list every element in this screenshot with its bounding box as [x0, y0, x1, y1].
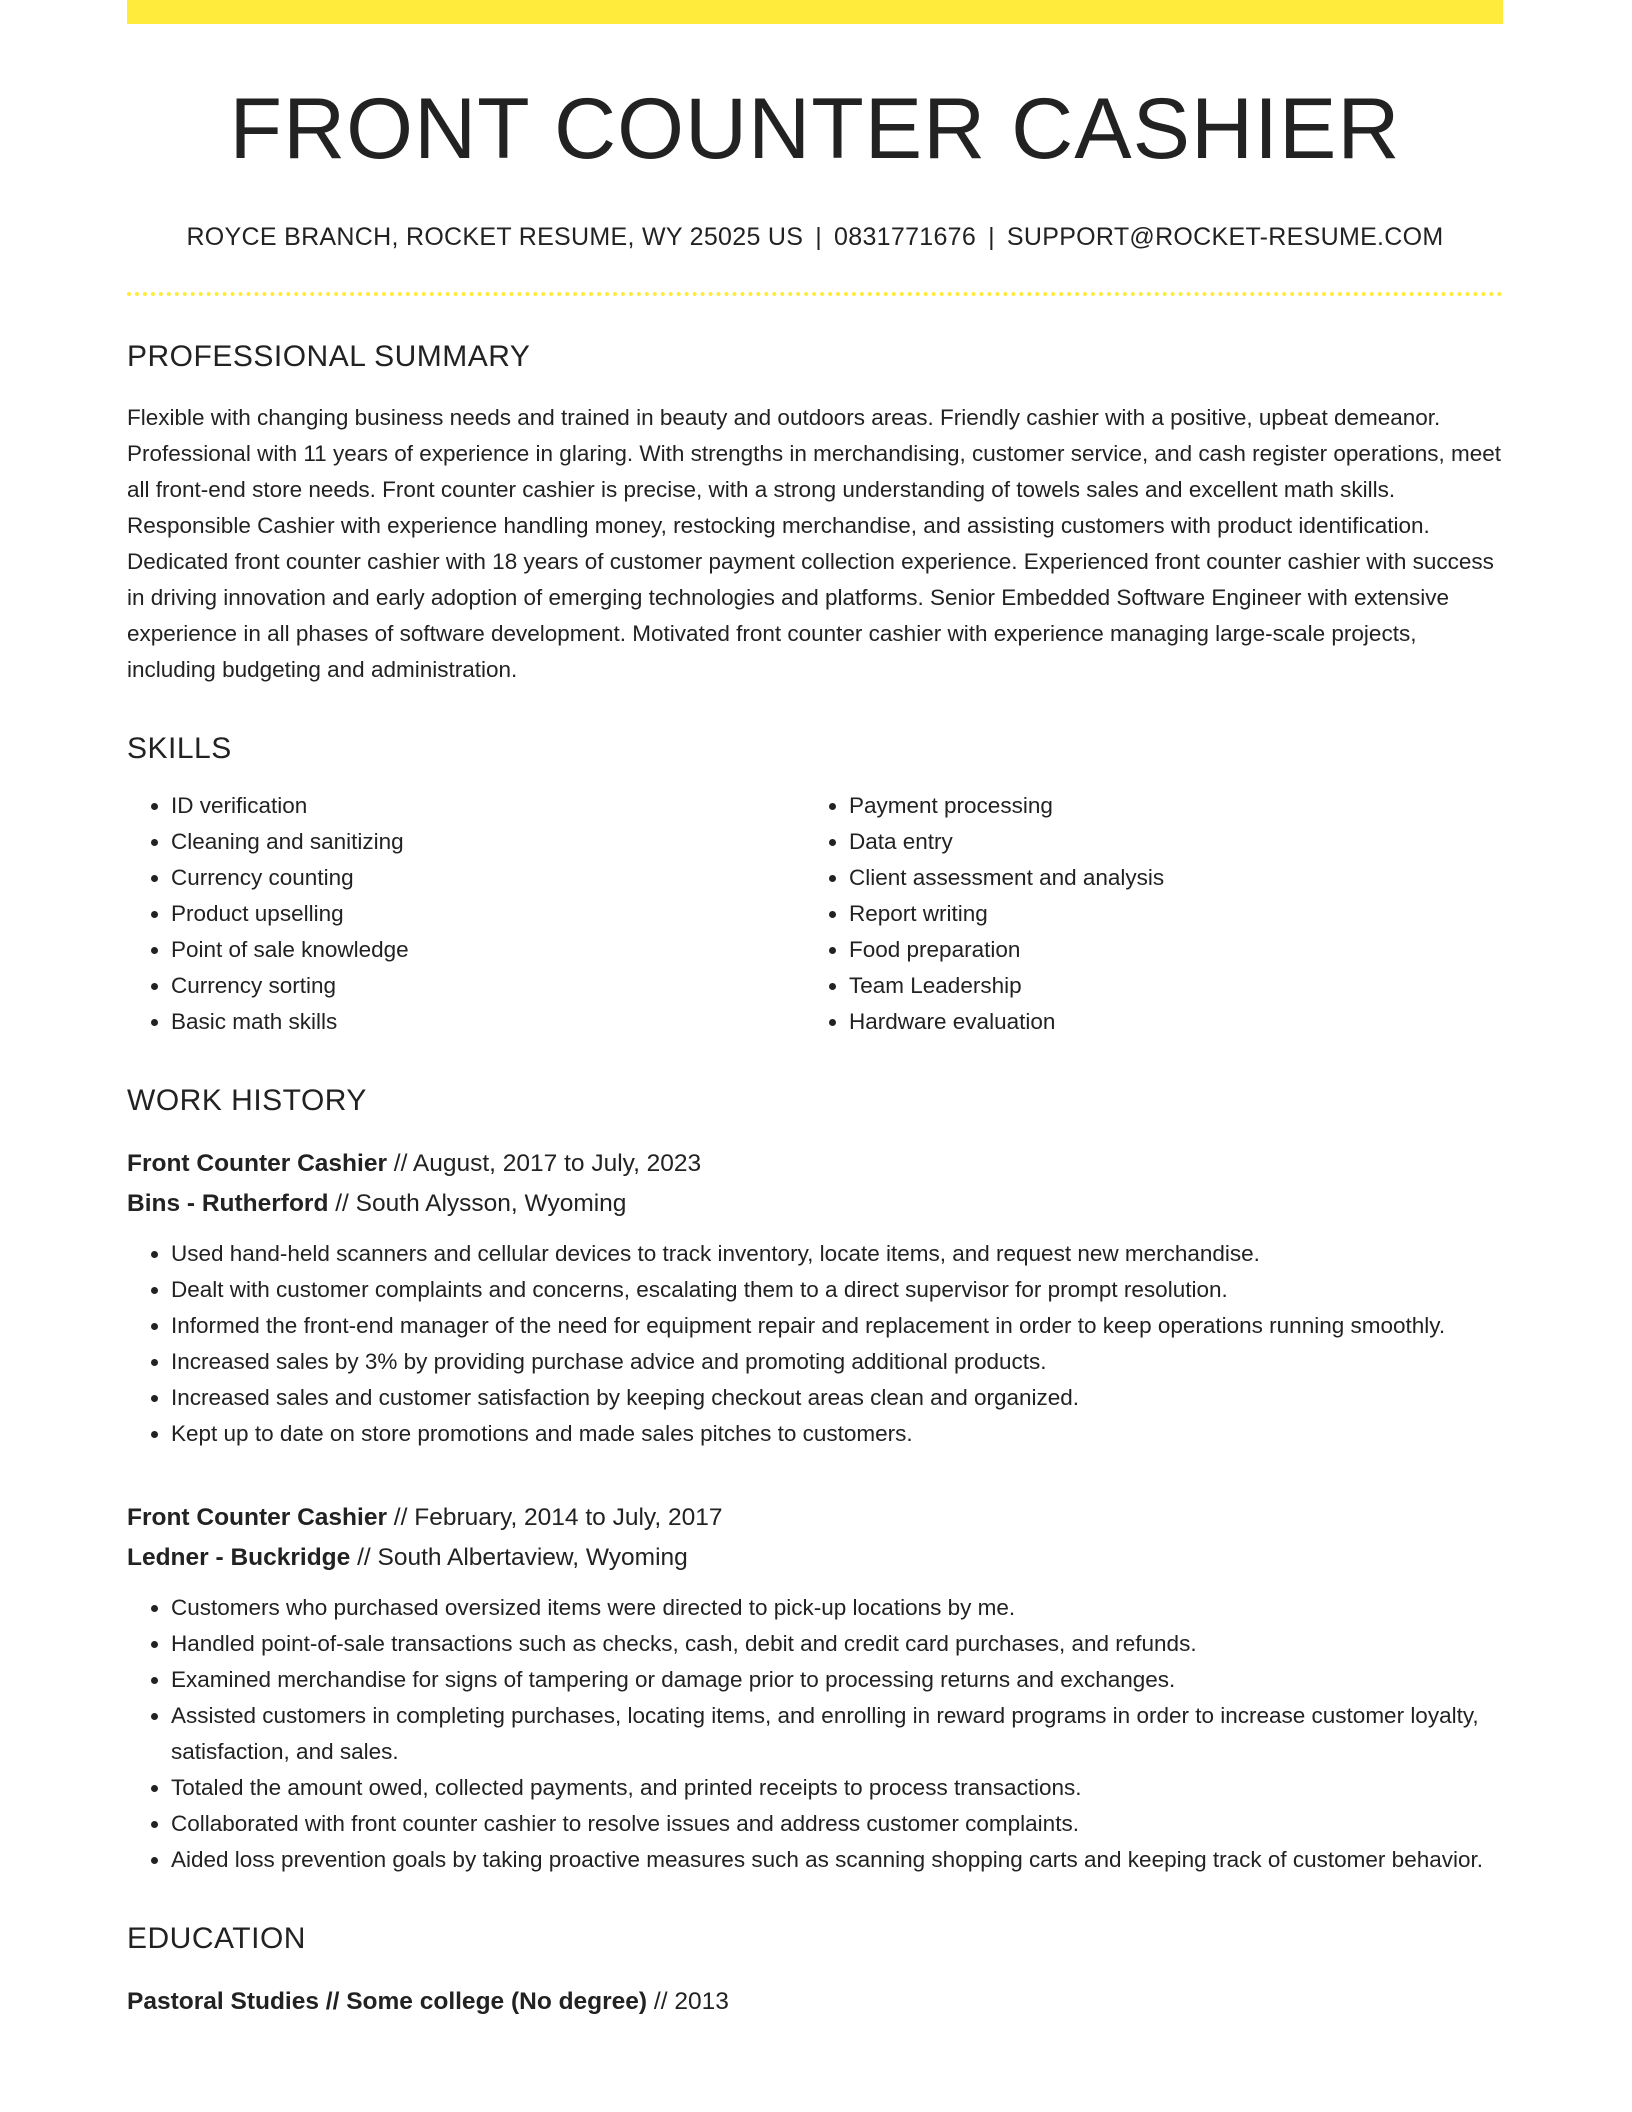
education-entry	[127, 1982, 1503, 2022]
skill-item: • Cleaning and sanitizing	[171, 824, 805, 860]
education-heading: EDUCATION	[127, 1921, 306, 1955]
skill-item: • Point of sale knowledge	[171, 932, 805, 968]
contact-line	[127, 223, 1503, 252]
job-bullets	[127, 1236, 1503, 1452]
skills-left-column	[127, 788, 805, 1040]
skills-list	[127, 788, 1503, 1040]
job-bullet: • Aided loss prevention goals by taking proactive measures such as scanning shopping carts and keeping track of customer behavior.	[171, 1842, 1503, 1878]
job-bullet: • Collaborated with front counter cashier to resolve issues and address customer complaints.	[171, 1806, 1503, 1842]
skill-item: • Client assessment and analysis	[849, 860, 1483, 896]
job-bullet: • Totaled the amount owed, collected payments, and printed receipts to process transactions.	[171, 1770, 1503, 1806]
job-bullet: • Used hand-held scanners and cellular devices to track inventory, locate items, and request new merchandise.	[171, 1236, 1503, 1272]
job-company: Bins - Rutherford	[127, 1189, 329, 1217]
accent-bar	[127, 0, 1503, 24]
job-bullet: • Handled point-of-sale transactions such as checks, cash, debit and credit card purchases, and refunds.	[171, 1626, 1503, 1662]
skill-item: • Hardware evaluation	[849, 1004, 1483, 1040]
skill-item: • ID verification	[171, 788, 805, 824]
skill-item: • Team Leadership	[849, 968, 1483, 1004]
contact-email: SUPPORT@ROCKET-RESUME.COM	[1006, 222, 1444, 251]
skills-heading: SKILLS	[127, 731, 232, 765]
job-bullets	[127, 1590, 1503, 1878]
contact-phone: 0831771676	[834, 222, 977, 251]
skill-item: • Payment processing	[849, 788, 1483, 824]
job-bullet: • Kept up to date on store promotions and made sales pitches to customers.	[171, 1416, 1503, 1452]
job-company: Ledner - Buckridge	[127, 1543, 351, 1571]
job-bullet: • Examined merchandise for signs of tampering or damage prior to processing returns and exchanges.	[171, 1662, 1503, 1698]
job-company-line	[127, 1184, 1503, 1224]
job-bullet: • Increased sales by 3% by providing purchase advice and promoting additional products.	[171, 1344, 1503, 1380]
skill-item: • Food preparation	[849, 932, 1483, 968]
work-history-heading: WORK HISTORY	[127, 1083, 367, 1117]
job-dates: // August, 2017 to July, 2023	[387, 1149, 702, 1177]
job-bullet: • Assisted customers in completing purchases, locating items, and enrolling in reward programs in order to increase customer loyalty, satisfaction, and sales.	[171, 1698, 1503, 1770]
job-entry	[127, 1498, 1503, 1878]
contact-separator: |	[815, 222, 823, 251]
education-year: // 2013	[647, 1987, 729, 2015]
resume-name: FRONT COUNTER CASHIER	[229, 81, 1401, 177]
job-entry	[127, 1144, 1503, 1452]
job-company-line	[127, 1538, 1503, 1578]
skill-item: • Currency counting	[171, 860, 805, 896]
skill-item: • Currency sorting	[171, 968, 805, 1004]
summary-text: Flexible with changing business needs and trained in beauty and outdoors areas. Friendly cashier with a positive, upbeat demeanor. Professional with 11 years of experience in glaring. With strengths in merchandising, customer service, and cash register operations, meet all front-end store needs. Front counter cashier is precise, with a strong understanding of towels sales and excellent math skills. Responsible Cashier with experience handling money, restocking merchandise, and assisting customers with product identification. Dedicated front counter cashier with 18 years of customer payment collection experience. Experienced front counter cashier with success in driving innovation and early adoption of emerging technologies and platforms. Senior Embedded Software Engineer with extensive experience in all phases of software development. Motivated front counter cashier with experience managing large-scale projects, including budgeting and administration.	[127, 404, 1501, 682]
job-title-line	[127, 1144, 1503, 1184]
job-bullet: • Dealt with customer complaints and concerns, escalating them to a direct supervisor for prompt resolution.	[171, 1272, 1503, 1308]
contact-separator: |	[988, 222, 995, 251]
job-bullet: • Increased sales and customer satisfaction by keeping checkout areas clean and organized.	[171, 1380, 1503, 1416]
skill-item: • Report writing	[849, 896, 1483, 932]
dotted-divider	[127, 292, 1503, 296]
job-title-line	[127, 1498, 1503, 1538]
skill-item: • Product upselling	[171, 896, 805, 932]
skills-right-column	[805, 788, 1483, 1040]
contact-address: ROYCE BRANCH, ROCKET RESUME, WY 25025 US	[186, 222, 804, 251]
resume-page	[127, 0, 1503, 2022]
job-position: Front Counter Cashier	[127, 1503, 387, 1531]
summary-heading: PROFESSIONAL SUMMARY	[127, 339, 531, 373]
job-location: // South Alysson, Wyoming	[328, 1189, 627, 1217]
job-bullet: • Customers who purchased oversized items were directed to pick-up locations by me.	[171, 1590, 1503, 1626]
job-position: Front Counter Cashier	[127, 1149, 387, 1177]
job-location: // South Albertaview, Wyoming	[350, 1543, 688, 1571]
skill-item: • Data entry	[849, 824, 1483, 860]
education-degree: Pastoral Studies // Some college (No degree)	[127, 1987, 648, 2015]
job-dates: // February, 2014 to July, 2017	[387, 1503, 723, 1531]
skill-item: • Basic math skills	[171, 1004, 805, 1040]
job-bullet: • Informed the front-end manager of the need for equipment repair and replacement in order to keep operations running smoothly.	[171, 1308, 1503, 1344]
